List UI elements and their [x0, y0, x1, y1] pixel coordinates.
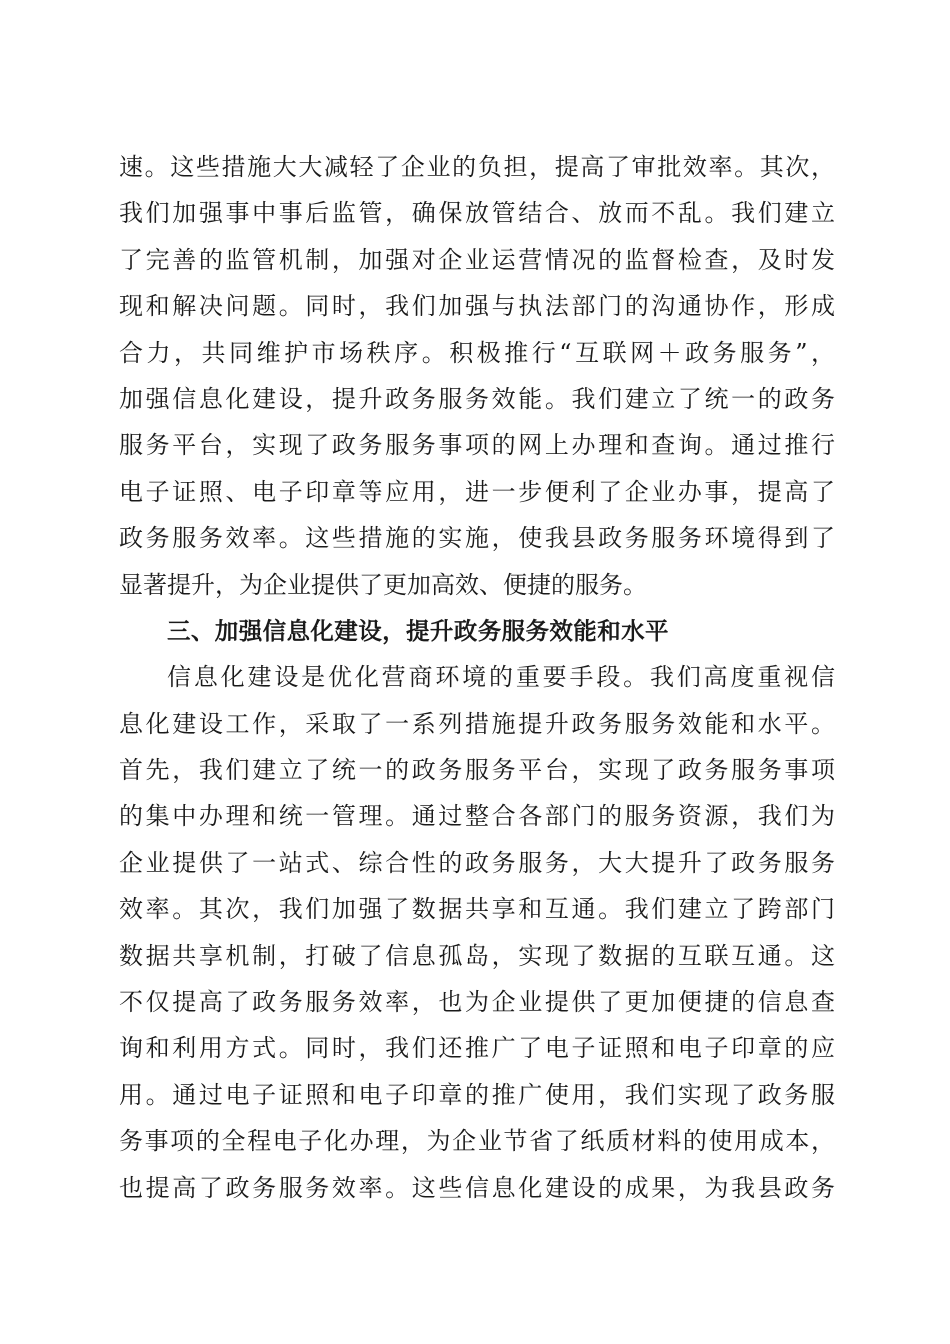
section-heading: 三、加强信息化建设，提升政务服务效能和水平	[167, 616, 669, 645]
body-line: 速。这些措施大大减轻了企业的负担，提高了审批效率。其次，	[119, 153, 835, 181]
body-line: 企业提供了一站式、综合性的政务服务，大大提升了政务服务	[119, 848, 835, 877]
body-line: 我们加强事中事后监管，确保放管结合、放而不乱。我们建立	[119, 199, 835, 228]
body-line: 电子证照、电子印章等应用，进一步便利了企业办事，提高了	[119, 477, 835, 506]
body-line: 首先，我们建立了统一的政务服务平台，实现了政务服务事项	[119, 756, 835, 785]
body-line: 显著提升，为企业提供了更加高效、便捷的服务。	[119, 570, 647, 599]
body-line: 政务服务效率。这些措施的实施，使我县政务服务环境得到了	[119, 524, 835, 553]
body-line: 的集中办理和统一管理。通过整合各部门的服务资源，我们为	[119, 802, 835, 831]
body-line: 询和利用方式。同时，我们还推广了电子证照和电子印章的应	[119, 1034, 835, 1063]
body-line: 服务平台，实现了政务服务事项的网上办理和查询。通过推行	[119, 431, 835, 460]
body-line: 效率。其次，我们加强了数据共享和互通。我们建立了跨部门	[119, 895, 835, 924]
body-line: 信息化建设是优化营商环境的重要手段。我们高度重视信	[167, 663, 835, 692]
body-line: 务事项的全程电子化办理，为企业节省了纸质材料的使用成本，	[119, 1127, 835, 1156]
body-line: 现和解决问题。同时，我们加强与执法部门的沟通协作，形成	[119, 292, 835, 321]
body-line: 也提高了政务服务效率。这些信息化建设的成果，为我县政务	[119, 1173, 835, 1202]
body-line: 不仅提高了政务服务效率，也为企业提供了更加便捷的信息查	[119, 988, 835, 1017]
body-line: 息化建设工作，采取了一系列措施提升政务服务效能和水平。	[119, 709, 835, 738]
paragraph-section-3	[119, 654, 835, 1211]
body-line: 了完善的监管机制，加强对企业运营情况的监督检查，及时发	[119, 245, 835, 274]
paragraph-continuation	[119, 144, 835, 608]
body-line: 加强信息化建设，提升政务服务效能。我们建立了统一的政务	[119, 384, 835, 413]
body-line: 用。通过电子证照和电子印章的推广使用，我们实现了政务服	[119, 1080, 835, 1109]
body-line: 合力，共同维护市场秩序。积极推行“互联网＋政务服务”，	[119, 338, 835, 367]
body-line: 数据共享机制，打破了信息孤岛，实现了数据的互联互通。这	[119, 941, 835, 970]
document-page	[119, 144, 835, 1211]
